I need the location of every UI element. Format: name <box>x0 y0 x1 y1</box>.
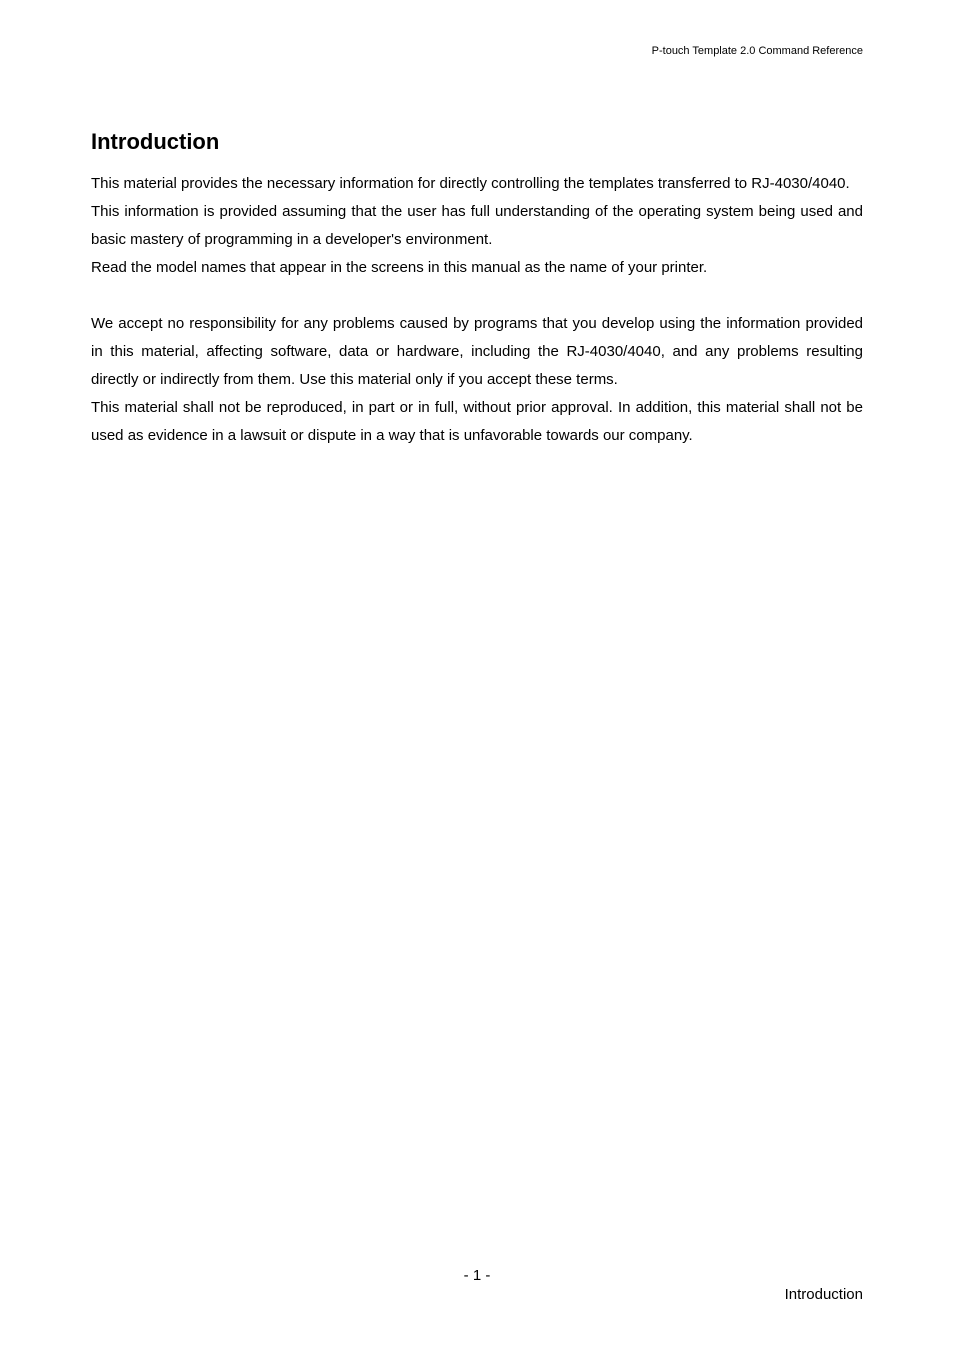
paragraph-reproduction: This material shall not be reproduced, in part or in full, without prior approval. In addition, this material shall not be used as evidence in a lawsuit or dispute in a way that is unfavorable towards our company. <box>91 399 863 444</box>
paragraph-assumptions: This information is provided assuming that the user has full understanding of the operating system being used and basic mastery of programming in a developer's environment. <box>91 203 863 248</box>
body-text <box>91 170 863 450</box>
page-content <box>91 126 863 450</box>
running-footer-section: Introduction <box>784 1286 863 1303</box>
page-title: Introduction <box>91 129 220 154</box>
paragraph-model-names: Read the model names that appear in the screens in this manual as the name of your printer. <box>91 259 708 276</box>
paragraph-purpose: This material provides the necessary information for directly controlling the templates transferred to RJ-4030/4040. <box>91 175 850 192</box>
paragraph-disclaimer: We accept no responsibility for any problems caused by programs that you develop using the information provided in this material, affecting software, data or hardware, including the RJ-4030/4040, and any problems resulting directly or indirectly from them. Use this material only if you accept these terms. <box>91 315 863 388</box>
paragraph-spacer <box>91 282 863 310</box>
page-number: - 1 - <box>463 1267 491 1284</box>
running-header: P-touch Template 2.0 Command Reference <box>651 45 863 57</box>
